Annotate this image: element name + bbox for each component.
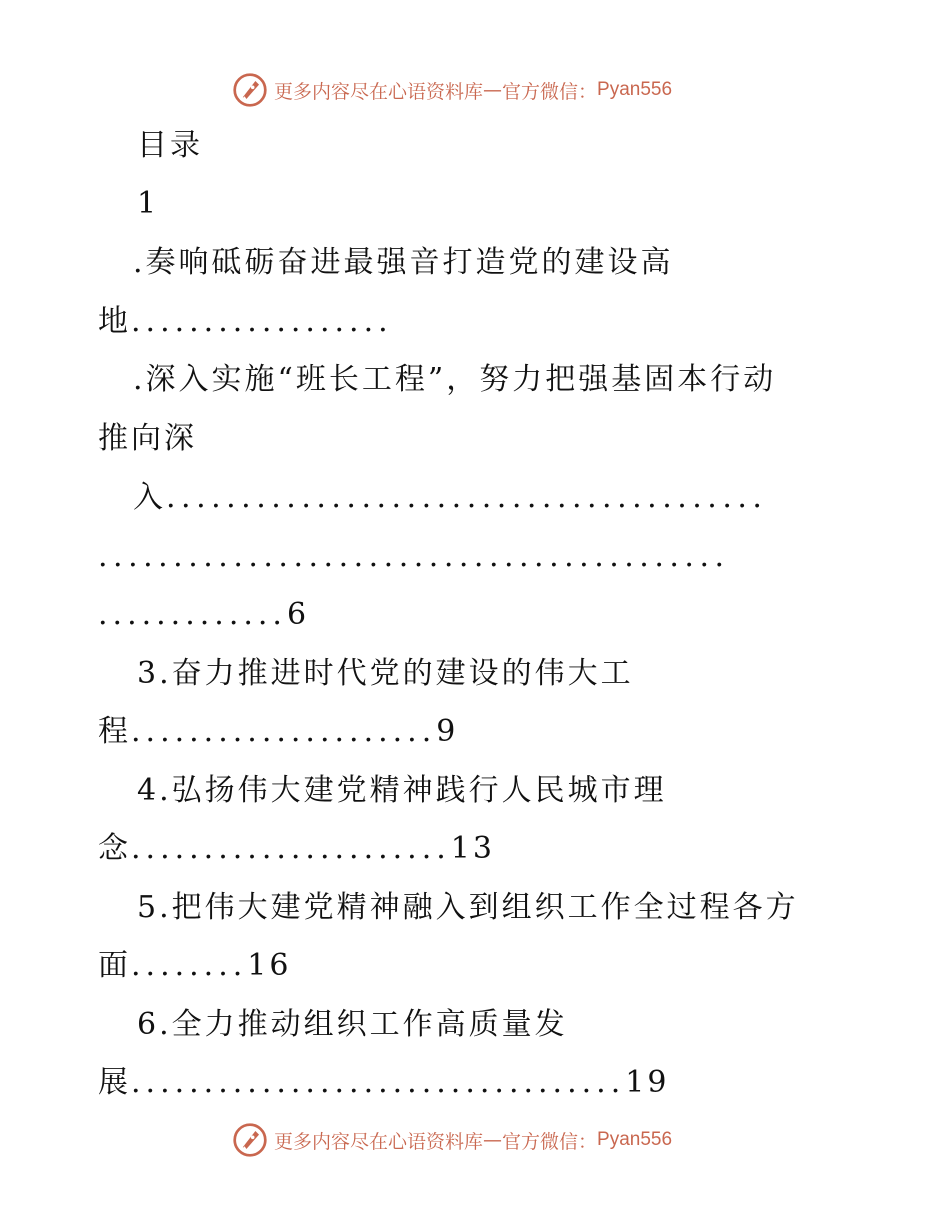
toc-entry-4-title: 4.弘扬伟大建党精神践行人民城市理 [137,773,667,808]
toc-entry-6-dots: .................................. [131,1065,626,1100]
toc-entry-2-dots-b: .......................................... [98,539,730,574]
toc-entry-2-continuation [133,478,767,518]
toc-entry-2-title: .深入实施“班长工程”，努力把强基固本行动 [133,362,777,397]
toc-entry-2-page-line [98,595,309,635]
watermark-banner-top [232,70,672,110]
toc-entry-3-title: 3.奋力推进时代党的建设的伟大工 [137,656,634,691]
toc-entry-5-continuation [98,946,291,986]
toc-entry-2-dots-a: ........................................ [166,480,768,515]
toc-entry-3-title-end: 程 [98,714,131,749]
pen-nib-logo-icon [232,72,268,108]
toc-entry-2-title-line2: 推向深 [98,421,197,456]
toc-entry-3-dots: ..................... [131,714,437,749]
toc-entry-1-continuation [98,302,393,342]
toc-entry-4-title-end: 念 [98,831,131,866]
watermark-text: 更多内容尽在心语资料库 [274,1130,484,1153]
toc-entry-5-title-end: 面 [98,948,131,983]
toc-entry-3-continuation [98,712,458,752]
toc-entry-5-page: 16 [247,948,292,983]
watermark-label: 官方微信： [502,1130,598,1153]
toc-entry-2-page: 6 [286,597,310,632]
toc-entry-2-title-end: 入 [133,480,166,515]
toc-entry-6-continuation [98,1063,669,1103]
toc-entry-1-title: .奏响砥砺奋进最强音打造党的建设高 [133,245,674,280]
toc-first-number: 1 [137,186,160,221]
watermark-id: Pyan556 [597,79,673,100]
toc-entry-3-page: 9 [436,714,459,749]
toc-entry-1-title-end: 地 [98,304,131,339]
watermark-text: 更多内容尽在心语资料库 [274,80,484,103]
toc-entry-2-dots-c: ............. [98,597,287,632]
pen-nib-logo-icon [232,1122,268,1158]
watermark-separator: — [483,79,503,101]
watermark-label: 官方微信： [502,80,598,103]
toc-entry-5-title: 5.把伟大建党精神融入到组织工作全过程各方 [137,890,799,925]
toc-entry-1-dots: .................. [131,304,393,339]
watermark-banner-bottom [232,1120,672,1160]
toc-heading: 目录 [137,128,203,163]
toc-entry-5-dots: ........ [131,948,248,983]
toc-entry-6-title: 6.全力推动组织工作高质量发 [137,1007,568,1042]
toc-entry-4-page: 13 [450,831,495,866]
toc-entry-2-dots-line [98,537,730,577]
watermark-id: Pyan556 [597,1129,673,1150]
toc-entry-4-dots: ...................... [131,831,451,866]
toc-entry-4-continuation [98,829,495,869]
toc-entry-6-page: 19 [625,1065,670,1100]
watermark-separator: — [483,1129,503,1151]
toc-entry-6-title-end: 展 [98,1065,131,1100]
